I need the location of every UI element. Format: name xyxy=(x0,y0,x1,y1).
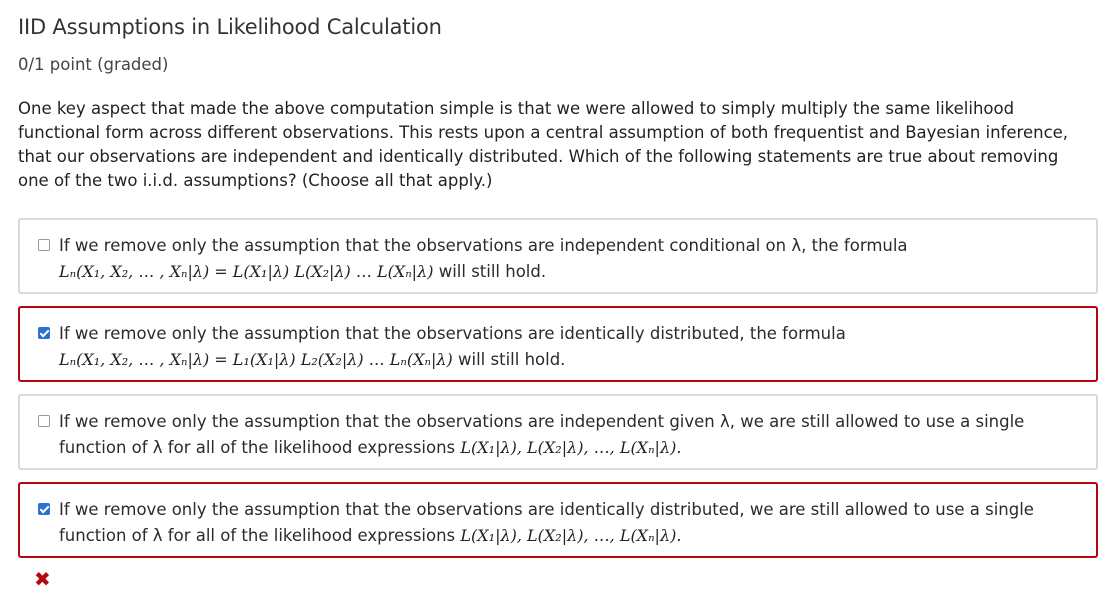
points-label: 0/1 point (graded) xyxy=(18,55,169,74)
math-formula: Lₙ(X₁, X₂, … , Xₙ|λ) = L₁(X₁|λ) L₂(X₂|λ) … Lₙ(Xₙ|λ) xyxy=(59,350,453,369)
choice-option-1[interactable] xyxy=(18,218,1098,294)
choice-line: function of λ for all of the likelihood expressions xyxy=(59,438,461,457)
choice-text xyxy=(59,321,846,373)
choice-line: If we remove only the assumption that the observations are independent conditional on λ, the formula xyxy=(59,236,908,255)
problem-title: IID Assumptions in Likelihood Calculation xyxy=(18,15,442,39)
math-formula: Lₙ(X₁, X₂, … , Xₙ|λ) = L(X₁|λ) L(X₂|λ) … L(Xₙ|λ) xyxy=(59,262,434,281)
math-formula: L(X₁|λ), L(X₂|λ), …, L(Xₙ|λ). xyxy=(460,438,682,457)
choice-tail: will still hold. xyxy=(433,262,547,281)
choices-group xyxy=(18,218,1098,570)
choice-line: function of λ for all of the likelihood expressions xyxy=(59,526,461,545)
choice-text xyxy=(59,497,1034,549)
choice-option-4[interactable] xyxy=(18,482,1098,558)
incorrect-icon: ✖ xyxy=(34,567,51,591)
question-text: One key aspect that made the above computation simple is that we were allowed to simply multiply the same likelihood functional form across different observations. This rests upon a central assumption of both frequentist and Bayesian inference, that our observations are independent and identically distributed. Which of the following statements are true about removing one of the two i.i.d. assumptions? (Choose all that apply.) xyxy=(18,99,1069,190)
checkbox-icon[interactable] xyxy=(38,415,50,427)
choice-line: If we remove only the assumption that the observations are identically distributed, the formula xyxy=(59,324,846,343)
choice-text xyxy=(59,409,1024,461)
choice-line: If we remove only the assumption that the observations are independent given λ, we are still allowed to use a single xyxy=(59,412,1025,431)
choice-text xyxy=(59,233,908,285)
choice-line: If we remove only the assumption that the observations are identically distributed, we are still allowed to use a single xyxy=(59,500,1034,519)
math-formula: L(X₁|λ), L(X₂|λ), …, L(Xₙ|λ). xyxy=(460,526,682,545)
choice-option-3[interactable] xyxy=(18,394,1098,470)
checkbox-icon[interactable] xyxy=(38,239,50,251)
checkbox-checked-icon[interactable] xyxy=(38,327,50,339)
choice-option-2[interactable] xyxy=(18,306,1098,382)
choice-tail: will still hold. xyxy=(452,350,566,369)
checkbox-checked-icon[interactable] xyxy=(38,503,50,515)
